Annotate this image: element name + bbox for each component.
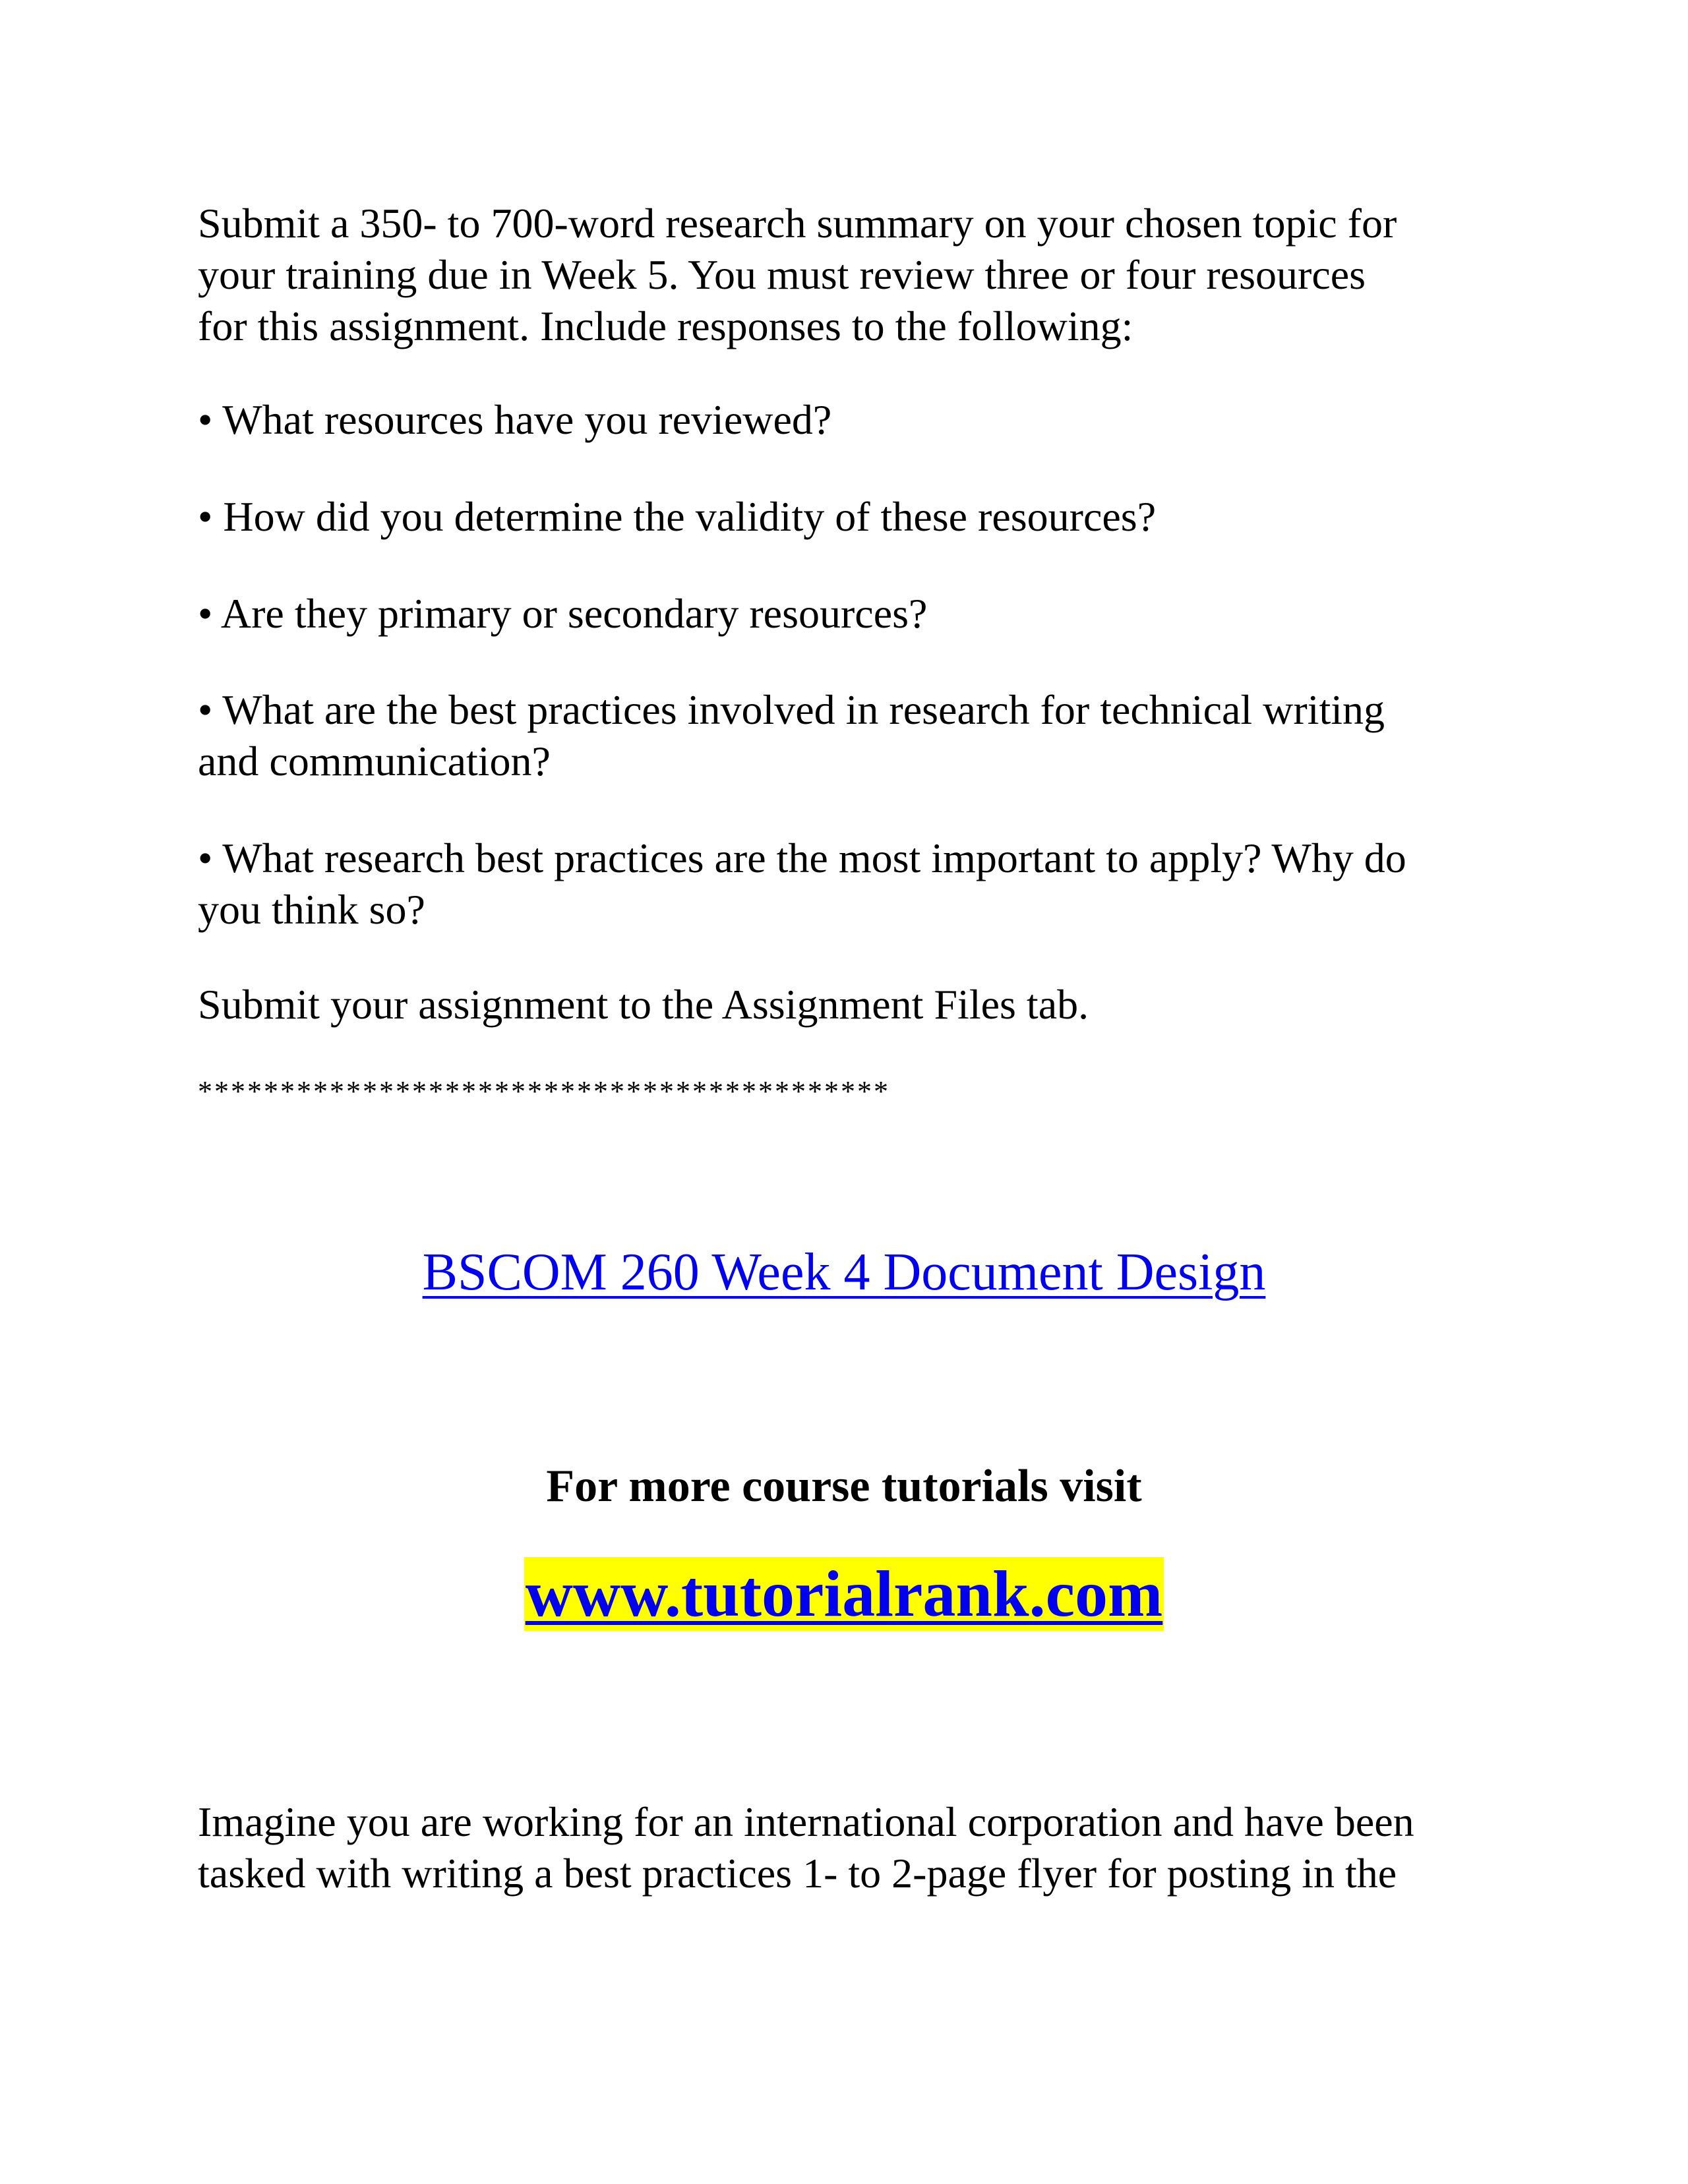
submit-note: Submit your assignment to the Assignment Files tab. bbox=[198, 981, 1089, 1028]
visit-heading: For more course tutorials visit bbox=[546, 1461, 1142, 1512]
bullet-best-practices bbox=[198, 684, 1503, 787]
bullet-validity bbox=[198, 491, 1503, 543]
site-link[interactable]: www.tutorialrank.com bbox=[525, 1557, 1163, 1630]
bullet-line: and communication? bbox=[198, 738, 551, 784]
site-link-wrapper bbox=[0, 1557, 1688, 1631]
next-section-line: tasked with writing a best practices 1- to 2-page flyer for posting in the bbox=[198, 1850, 1397, 1897]
intro-paragraph bbox=[198, 198, 1503, 352]
bullet-line: you think so? bbox=[198, 886, 425, 933]
separator-stars: ****************************************** bbox=[198, 1075, 890, 1107]
bullet-primary-secondary bbox=[198, 588, 1503, 639]
intro-line: for this assignment. Include responses to the following: bbox=[198, 303, 1133, 349]
course-link[interactable]: BSCOM 260 Week 4 Document Design bbox=[422, 1243, 1266, 1301]
intro-line: your training due in Week 5. You must review three or four resources bbox=[198, 251, 1366, 298]
bullet-most-important bbox=[198, 833, 1503, 935]
intro-line: Submit a 350- to 700-word research summary on your chosen topic for bbox=[198, 200, 1397, 247]
bullet-line: • What research best practices are the most important to apply? Why do bbox=[198, 835, 1406, 881]
next-section-line: Imagine you are working for an international corporation and have been bbox=[198, 1798, 1414, 1845]
bullet-resources-reviewed bbox=[198, 394, 1503, 446]
bullet-line: • Are they primary or secondary resources? bbox=[198, 590, 928, 637]
bullet-line: • How did you determine the validity of these resources? bbox=[198, 493, 1157, 540]
bullet-line: • What are the best practices involved in research for technical writing bbox=[198, 686, 1385, 733]
bullet-line: • What resources have you reviewed? bbox=[198, 396, 832, 443]
next-section-paragraph bbox=[198, 1796, 1503, 1899]
